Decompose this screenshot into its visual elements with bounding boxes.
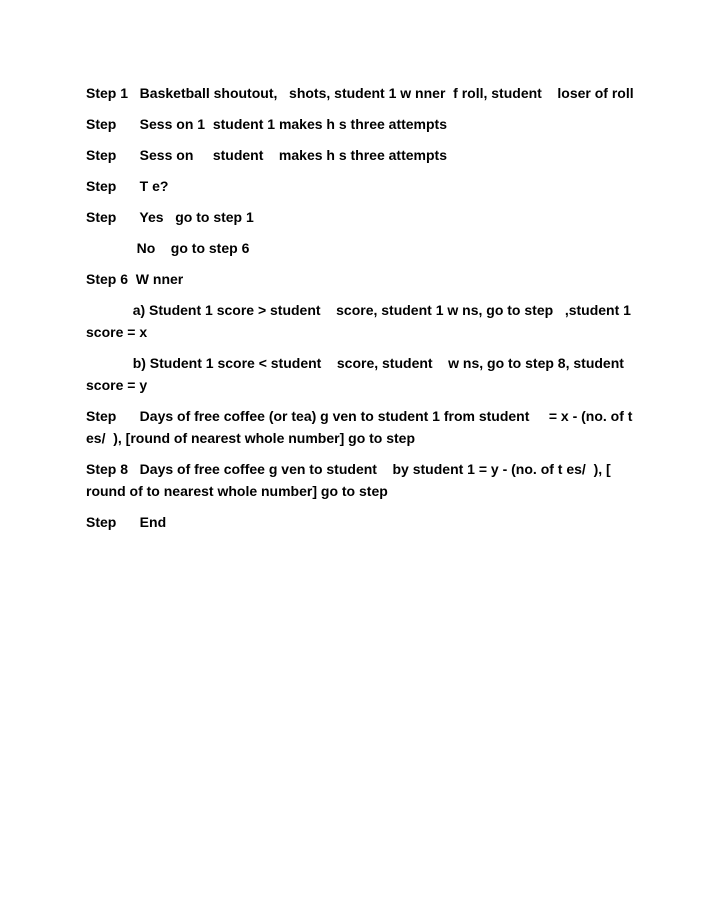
- paragraph-case-a: a) Student 1 score > student score, student 1 w ns, go to step ,student 1 score = x: [86, 302, 635, 340]
- paragraph-session-2: Step Sess on student makes h s three attempts: [86, 147, 447, 163]
- paragraph-no-branch: No go to step 6: [86, 240, 250, 256]
- paragraph-end: Step End: [86, 514, 167, 530]
- paragraph-step-1: Step 1 Basketball shoutout, shots, student 1 w nner f roll, student loser of roll: [86, 85, 634, 101]
- paragraph-step-6-winner: Step 6 W nner: [86, 271, 184, 287]
- paragraph-case-b: b) Student 1 score < student score, student w ns, go to step 8, student score = y: [86, 355, 640, 393]
- paragraph-tie-check: Step T e?: [86, 178, 169, 194]
- paragraph-session-1: Step Sess on 1 student 1 makes h s three attempts: [86, 116, 448, 132]
- paragraph-yes-branch: Step Yes go to step 1: [86, 209, 254, 225]
- paragraph-coffee-student-1: Step Days of free coffee (or tea) g ven to student 1 from student = x - (no. of t es/ ), [round of nearest whole number] go to step: [86, 408, 637, 446]
- paragraph-step-8-coffee: Step 8 Days of free coffee g ven to student by student 1 = y - (no. of t es/ ), [ round of to nearest whole number] go to step: [86, 461, 615, 499]
- document-body: [86, 82, 642, 542]
